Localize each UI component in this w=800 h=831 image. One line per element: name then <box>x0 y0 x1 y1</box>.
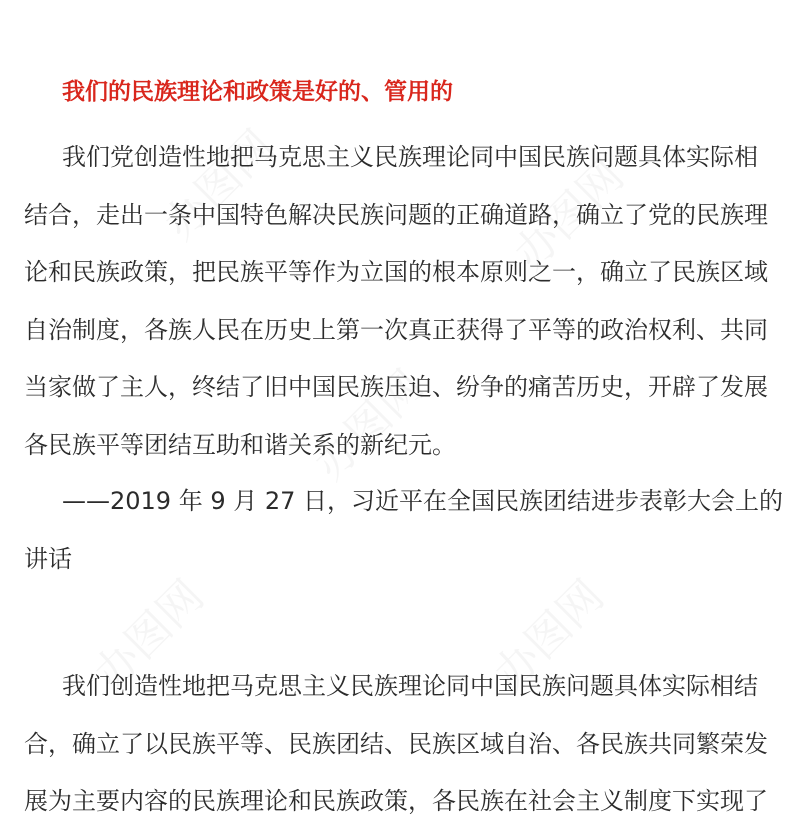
watermark: 办图网 <box>84 570 214 700</box>
watermark: 办图网 <box>484 570 614 700</box>
text-line: ——2019 年 9 月 27 日，习近平在全国民族团结进步表彰大会上的 <box>62 487 784 515</box>
text-line: 当家做了主人，终结了旧中国民族压迫、纷争的痛苦历史，开辟了发展 <box>24 373 768 401</box>
source-attribution <box>24 473 784 588</box>
text-line: 合，确立了以民族平等、民族团结、民族区域自治、各民族共同繁荣发 <box>24 729 768 758</box>
text-line: 结合，走出一条中国特色解决民族问题的正确道路，确立了党的民族理 <box>24 200 768 229</box>
text-line: 自治制度，各族人民在历史上第一次真正获得了平等的政治权利、共同 <box>24 315 768 344</box>
paragraph-body <box>24 658 784 831</box>
text-line: 论和民族政策，把民族平等作为立国的根本原则之一，确立了民族区域 <box>24 258 768 286</box>
watermark: 办图网 <box>504 150 634 280</box>
text-line: 我们党创造性地把马克思主义民族理论同中国民族问题具体实际相 <box>62 143 758 171</box>
text-line: 展为主要内容的民族理论和民族政策，各民族在社会主义制度下实现了 <box>24 787 768 815</box>
text-line: 讲话 <box>24 544 72 573</box>
watermark: 办图网 <box>154 120 284 250</box>
section-heading: 我们的民族理论和政策是好的、管用的 <box>62 79 453 105</box>
watermark: 办图网 <box>304 360 434 490</box>
text-line: 各民族平等团结互助和谐关系的新纪元。 <box>24 430 456 459</box>
text-line: 我们创造性地把马克思主义民族理论同中国民族问题具体实际相结 <box>62 672 758 700</box>
paragraph-quote <box>24 129 784 474</box>
